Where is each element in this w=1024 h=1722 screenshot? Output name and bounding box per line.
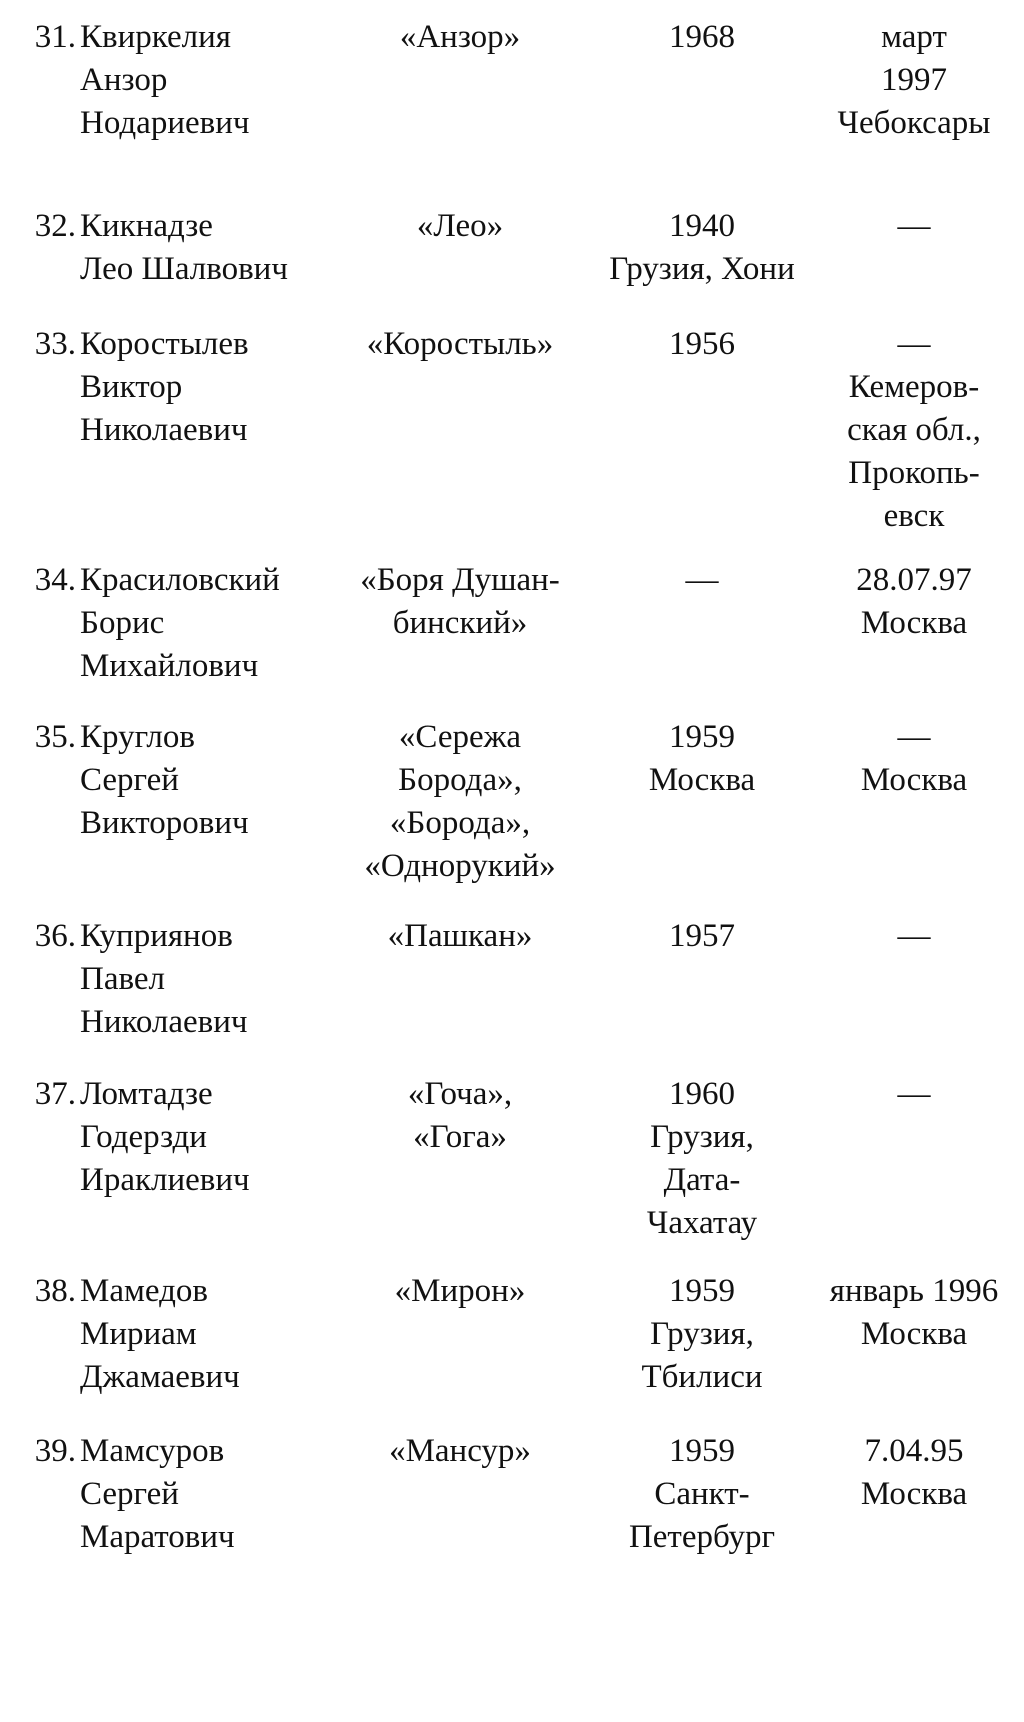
- entry-number: 32.: [34, 208, 76, 244]
- born-cell: [592, 1073, 812, 1245]
- death-line: —: [897, 1076, 931, 1112]
- born-line: 1959: [669, 1433, 735, 1469]
- name-line: Нодариевич: [80, 105, 250, 141]
- death-line: Чебоксары: [837, 105, 991, 141]
- born-line: 1960: [669, 1076, 735, 1112]
- born-cell: [592, 1430, 812, 1559]
- alias-cell: [330, 559, 590, 645]
- death-line: Москва: [860, 605, 968, 641]
- born-line: Чахатау: [646, 1205, 758, 1241]
- death-cell: [808, 716, 1020, 802]
- alias-line: «Борода»,: [389, 805, 531, 841]
- name-line: Сергей: [80, 762, 179, 798]
- death-line: 28.07.97: [856, 562, 972, 598]
- born-line: Тбилиси: [641, 1359, 763, 1395]
- death-line: —: [897, 918, 931, 954]
- alias-cell: [330, 16, 590, 59]
- name-line: Круглов: [80, 719, 195, 755]
- death-cell: [808, 559, 1020, 645]
- name-line: Джамаевич: [80, 1359, 240, 1395]
- death-line: ская обл.,: [847, 412, 981, 448]
- name-line: Лео Шалвович: [80, 251, 288, 287]
- death-cell: [808, 1430, 1020, 1516]
- born-line: 1957: [669, 918, 735, 954]
- alias-line: «Гоча»,: [407, 1076, 513, 1112]
- name-line: Борис: [80, 605, 165, 641]
- born-line: Грузия,: [650, 1119, 754, 1155]
- entry-number: 35.: [34, 719, 76, 755]
- alias-line: «Однорукий»: [364, 848, 556, 884]
- death-line: Москва: [860, 1316, 968, 1352]
- name-line: Николаевич: [80, 1004, 248, 1040]
- entry-number: 37.: [34, 1076, 76, 1112]
- death-line: 7.04.95: [864, 1433, 964, 1469]
- death-cell: [808, 915, 1020, 958]
- entry-number: 34.: [34, 562, 76, 598]
- death-cell: [808, 1270, 1020, 1356]
- alias-line: «Сережа: [398, 719, 522, 755]
- born-line: 1959: [669, 1273, 735, 1309]
- born-line: Грузия,: [650, 1316, 754, 1352]
- born-line: —: [685, 562, 719, 598]
- born-line: Москва: [648, 762, 756, 798]
- name-line: Маратович: [80, 1519, 235, 1555]
- alias-cell: [330, 323, 590, 366]
- entry-number: 39.: [34, 1433, 76, 1469]
- name-line: Кикнадзе: [80, 208, 213, 244]
- death-cell: [808, 323, 1020, 538]
- born-line: 1956: [669, 326, 735, 362]
- name-line: Ираклиевич: [80, 1162, 250, 1198]
- alias-cell: [330, 1430, 590, 1473]
- alias-line: «Гога»: [413, 1119, 507, 1155]
- alias-line: «Мансур»: [389, 1433, 531, 1469]
- death-line: март: [881, 19, 947, 55]
- name-line: Куприянов: [80, 918, 233, 954]
- alias-line: «Пашкан»: [387, 918, 533, 954]
- born-line: Санкт-: [654, 1476, 750, 1512]
- name-line: Мириам: [80, 1316, 197, 1352]
- born-line: 1968: [669, 19, 735, 55]
- alias-cell: [330, 1270, 590, 1313]
- entry-number: 33.: [34, 326, 76, 362]
- born-line: Петербург: [628, 1519, 776, 1555]
- born-cell: [592, 915, 812, 958]
- death-line: 1997: [881, 62, 947, 98]
- alias-line: «Боря Душан-: [360, 562, 560, 598]
- born-cell: [592, 1270, 812, 1399]
- name-line: Ломтадзе: [80, 1076, 213, 1112]
- born-cell: [592, 559, 812, 602]
- name-line: Мамедов: [80, 1273, 208, 1309]
- alias-line: «Мирон»: [394, 1273, 526, 1309]
- alias-cell: [330, 716, 590, 888]
- born-cell: [592, 323, 812, 366]
- death-line: евск: [883, 498, 945, 534]
- born-line: Дата-: [663, 1162, 741, 1198]
- death-line: —: [897, 208, 931, 244]
- death-line: Кемеров-: [848, 369, 980, 405]
- alias-line: «Коростыль»: [366, 326, 554, 362]
- name-line: Коростылев: [80, 326, 249, 362]
- death-line: Москва: [860, 762, 968, 798]
- name-line: Николаевич: [80, 412, 248, 448]
- born-line: 1959: [669, 719, 735, 755]
- born-cell: [592, 16, 812, 59]
- death-cell: [808, 205, 1020, 248]
- born-line: 1940: [669, 208, 735, 244]
- born-cell: [592, 205, 812, 291]
- death-cell: [808, 16, 1020, 145]
- death-line: Москва: [860, 1476, 968, 1512]
- name-line: Виктор: [80, 369, 183, 405]
- name-line: Квиркелия: [80, 19, 231, 55]
- name-line: Мамсуров: [80, 1433, 225, 1469]
- entry-number: 38.: [34, 1273, 76, 1309]
- death-cell: [808, 1073, 1020, 1116]
- entry-number: 31.: [34, 19, 76, 55]
- entry-number: 36.: [34, 918, 76, 954]
- alias-line: бинский»: [392, 605, 528, 641]
- name-line: Викторович: [80, 805, 249, 841]
- born-line: Грузия, Хони: [609, 251, 795, 287]
- name-line: Красиловский: [80, 562, 280, 598]
- alias-cell: [330, 915, 590, 958]
- born-cell: [592, 716, 812, 802]
- name-line: Павел: [80, 961, 165, 997]
- alias-line: «Анзор»: [399, 19, 521, 55]
- death-line: Прокопь-: [848, 455, 980, 491]
- alias-cell: [330, 205, 590, 248]
- death-line: —: [897, 719, 931, 755]
- name-line: Анзор: [80, 62, 168, 98]
- name-line: Сергей: [80, 1476, 179, 1512]
- alias-line: Борода»,: [398, 762, 522, 798]
- alias-line: «Лео»: [416, 208, 504, 244]
- name-line: Михайлович: [80, 648, 259, 684]
- death-line: январь 1996: [829, 1273, 999, 1309]
- alias-cell: [330, 1073, 590, 1159]
- death-line: —: [897, 326, 931, 362]
- name-line: Годерзди: [80, 1119, 207, 1155]
